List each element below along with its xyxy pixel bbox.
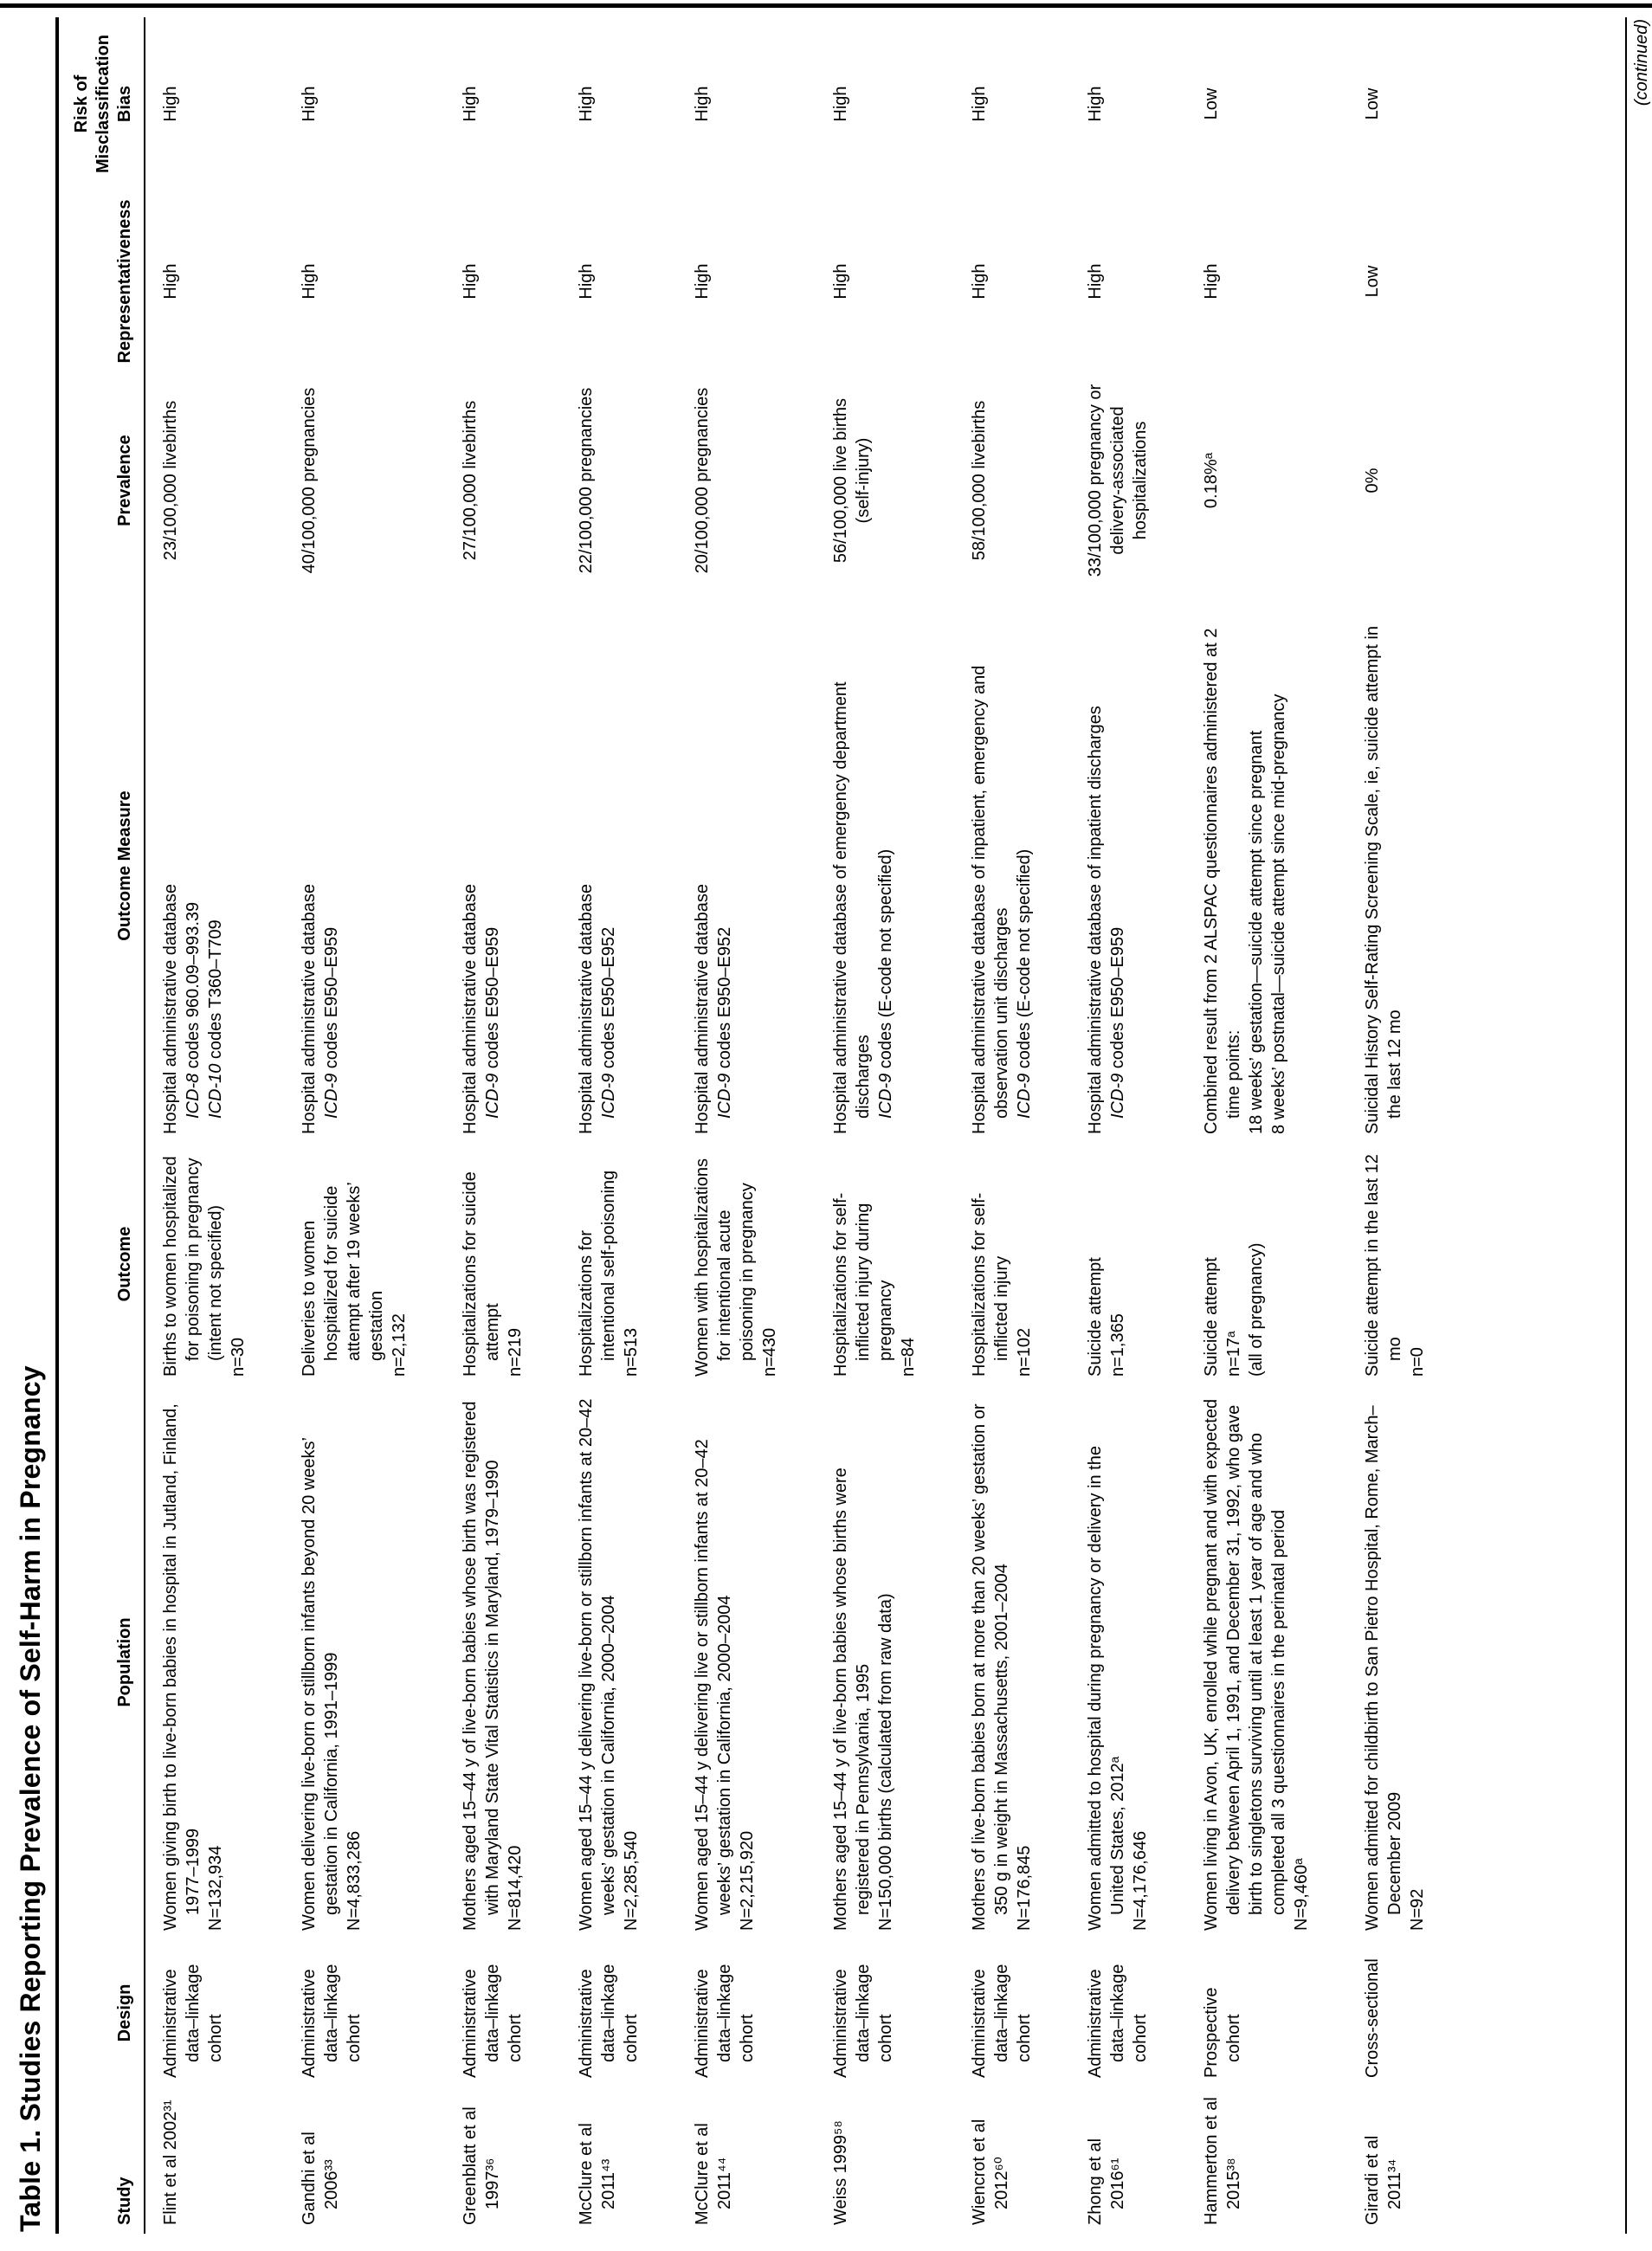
cell-outcome — [1186, 1143, 1347, 1385]
cell-text: Low — [1202, 87, 1221, 120]
cell-text: Combined result from 2 ALSPAC questionnaires administered at 2 time points: — [1202, 628, 1243, 1134]
cell-text: 22/100,000 pregnancies — [577, 387, 596, 574]
cell-text: Hospital administrative database of inpatient discharges — [1086, 706, 1105, 1134]
cell-text: N=2,285,540 — [622, 1830, 641, 1931]
cell-text: ICD-9 codes E950–E952 — [715, 926, 734, 1119]
cell-text: n=17ᵃ — [1224, 1331, 1243, 1377]
cell-prevalence — [816, 372, 954, 589]
cell-text: Girardi et al 2011³⁴ — [1363, 2135, 1404, 2225]
cell-text: Hospitalizations for intentional self-poisoning — [577, 1170, 618, 1377]
cell-text: Women aged 15–44 y delivering live or stillborn infants at 20–42 weeks’ gestation in California, 2000–2004 — [693, 1439, 734, 1931]
cell-text: n=513 — [622, 1327, 641, 1377]
table-row — [954, 17, 1070, 2234]
cell-design — [1347, 1939, 1463, 2087]
cell-study — [677, 2087, 816, 2234]
cell-representativeness — [561, 190, 677, 372]
cell-risk — [1347, 17, 1463, 190]
cell-text: ICD-9 codes E950–E959 — [483, 926, 502, 1119]
cell-text: Hospital administrative database — [577, 883, 596, 1134]
cell-study — [1347, 2087, 1463, 2234]
cell-text: Hospital administrative database — [461, 883, 480, 1134]
cell-text: Women aged 15–44 y delivering live-born or stillborn infants at 20–42 weeks’ gestation in California, 2000–2004 — [577, 1398, 618, 1931]
cell-outcome — [445, 1143, 561, 1385]
cell-text: 0% — [1363, 468, 1382, 493]
cell-population — [284, 1385, 445, 1939]
cell-text: Administrative data–linkage cohort — [693, 1964, 757, 2078]
cell-text: Suicidal History Self-Rating Screening Scale, ie, suicide attempt in the last 12 mo — [1363, 626, 1404, 1134]
cell-population — [1347, 1385, 1463, 1939]
cell-text: Hospitalizations for self-inflicted injury — [970, 1192, 1011, 1377]
cell-text: n=2,132 — [390, 1313, 409, 1377]
cell-text: High — [300, 86, 319, 122]
cell-text: n=0 — [1408, 1347, 1427, 1377]
table-row — [1347, 17, 1463, 2234]
cell-text: Mothers of live-born babies born at more than 20 weeks’ gestation or 350 g in weight in Massachusetts, 2001–2004 — [970, 1403, 1011, 1931]
cell-text: High — [970, 263, 989, 300]
cell-text: N=9,460ᵃ — [1292, 1858, 1311, 1931]
cell-prevalence — [445, 372, 561, 589]
cell-study — [816, 2087, 954, 2234]
cell-outcome-measure — [954, 589, 1070, 1143]
cell-text: ICD-9 codes E950–E959 — [322, 926, 341, 1119]
cell-risk — [1070, 17, 1186, 190]
cell-design — [145, 1939, 284, 2087]
studies-table — [59, 17, 1463, 2234]
cell-population — [445, 1385, 561, 1939]
column-header-population: Population — [59, 1385, 145, 1939]
cell-prevalence — [1347, 372, 1463, 589]
cell-text: High — [1086, 86, 1105, 122]
cell-text: N=92 — [1408, 1888, 1427, 1931]
cell-text: Zhong et al 2016⁶¹ — [1086, 2138, 1127, 2225]
cell-text: Suicide attempt — [1202, 1257, 1221, 1377]
table-row — [561, 17, 677, 2234]
cell-risk — [145, 17, 284, 190]
cell-text: Wiencrot et al 2012⁶⁰ — [970, 2119, 1011, 2225]
cell-text: n=84 — [899, 1337, 918, 1377]
cell-text: High — [461, 86, 480, 122]
cell-risk — [677, 17, 816, 190]
cell-text: n=430 — [760, 1327, 779, 1377]
cell-text: ICD-9 codes E950–E952 — [599, 926, 618, 1119]
table-row — [145, 17, 284, 2234]
cell-text: Women admitted for childbirth to San Pietro Hospital, Rome, March–December 2009 — [1363, 1405, 1404, 1931]
cell-text: Greenblatt et al 1997³⁶ — [461, 2106, 502, 2225]
cell-text: n=102 — [1015, 1327, 1034, 1377]
cell-design — [954, 1939, 1070, 2087]
table-spacer — [1463, 17, 1625, 2234]
cell-text: Administrative data–linkage cohort — [831, 1964, 895, 2078]
cell-text: Deliveries to women hospitalized for suicide attempt after 19 weeks’ gestation — [300, 1182, 386, 1377]
table-header — [59, 17, 145, 2234]
cell-text: Suicide attempt in the last 12 mo — [1363, 1154, 1404, 1377]
table-row — [1070, 17, 1186, 2234]
cell-prevalence — [145, 372, 284, 589]
cell-prevalence — [677, 372, 816, 589]
cell-text: N=814,420 — [506, 1845, 525, 1931]
cell-text: Hammerton et al 2015³⁸ — [1202, 2097, 1243, 2225]
table-row — [816, 17, 954, 2234]
cell-text: N=2,215,920 — [738, 1830, 757, 1931]
cell-study — [561, 2087, 677, 2234]
cell-text: 33/100,000 pregnancy or delivery-associated hospitalizations — [1086, 384, 1150, 577]
cell-text: High — [161, 263, 180, 300]
cell-text: 40/100,000 pregnancies — [300, 387, 319, 574]
cell-design — [677, 1939, 816, 2087]
cell-text: Hospital administrative database — [300, 883, 319, 1134]
cell-study — [145, 2087, 284, 2234]
cell-text: 18 weeks’ gestation—suicide attempt since pregnant — [1247, 730, 1266, 1134]
cell-design — [561, 1939, 677, 2087]
cell-text: Administrative data–linkage cohort — [300, 1964, 364, 2078]
cell-outcome-measure — [561, 589, 677, 1143]
cell-text: N=150,000 births (calculated from raw data) — [876, 1593, 895, 1931]
cell-text: Gandhi et al 2006³³ — [300, 2132, 341, 2225]
cell-risk — [561, 17, 677, 190]
cell-outcome-measure — [1070, 589, 1186, 1143]
cell-design — [1070, 1939, 1186, 2087]
cell-text: 23/100,000 livebirths — [161, 400, 180, 561]
cell-representativeness — [677, 190, 816, 372]
cell-outcome-measure — [816, 589, 954, 1143]
cell-text: Births to women hospitalized for poisoning in pregnancy (intent not specified) — [161, 1156, 225, 1377]
cell-text: Mothers aged 15–44 y of live-born babies whose births were registered in Pennsylvania, 1995 — [831, 1467, 873, 1931]
table-row — [284, 17, 445, 2234]
cell-text: 20/100,000 pregnancies — [693, 387, 712, 574]
cell-outcome — [284, 1143, 445, 1385]
cell-text: Administrative data–linkage cohort — [577, 1964, 641, 2078]
cell-representativeness — [954, 190, 1070, 372]
cell-outcome — [954, 1143, 1070, 1385]
cell-population — [561, 1385, 677, 1939]
cell-text: 27/100,000 livebirths — [461, 400, 480, 561]
cell-text: Hospitalizations for suicide attempt — [461, 1171, 502, 1377]
cell-text: Administrative data–linkage cohort — [1086, 1964, 1150, 2078]
cell-risk — [954, 17, 1070, 190]
cell-prevalence — [954, 372, 1070, 589]
cell-representativeness — [1070, 190, 1186, 372]
cell-risk — [445, 17, 561, 190]
cell-population — [145, 1385, 284, 1939]
cell-text: (all of pregnancy) — [1247, 1242, 1266, 1377]
cell-outcome-measure — [145, 589, 284, 1143]
cell-text: High — [577, 263, 596, 300]
cell-risk — [816, 17, 954, 190]
cell-representativeness — [445, 190, 561, 372]
cell-risk — [284, 17, 445, 190]
cell-text: High — [831, 263, 850, 300]
cell-population — [1070, 1385, 1186, 1939]
cell-text: Women with hospitalizations for intentional acute poisoning in pregnancy — [693, 1158, 757, 1377]
cell-text: 0.18%ᵃ — [1202, 452, 1221, 509]
cell-text: High — [970, 86, 989, 122]
cell-study — [1186, 2087, 1347, 2234]
cell-text: Weiss 1999⁵⁸ — [831, 2120, 850, 2225]
cell-representativeness — [284, 190, 445, 372]
table-body — [145, 17, 1463, 2234]
cell-population — [1186, 1385, 1347, 1939]
column-header-risk: Risk of Misclassification Bias — [59, 17, 145, 190]
table-title: Table 1. Studies Reporting Prevalence of Self-Harm in Pregnancy — [15, 1365, 46, 2232]
cell-text: High — [1086, 263, 1105, 300]
cell-representativeness — [1186, 190, 1347, 372]
cell-text: 8 weeks’ postnatal—suicide attempt since mid-pregnancy — [1269, 693, 1288, 1134]
page-top-rule — [0, 3, 1652, 8]
cell-outcome-measure — [1186, 589, 1347, 1143]
cell-text: Women living in Avon, UK, enrolled while pregnant and with expected delivery between April 1, 1991, and December 31, 1992, who gave birth to singletons surviving until at least 1 year of age and who completed all 3 questionnaires in the perinatal period — [1202, 1398, 1288, 1931]
cell-outcome-measure — [1347, 589, 1463, 1143]
cell-text: 56/100,000 live births — [831, 397, 850, 564]
cell-outcome — [677, 1143, 816, 1385]
cell-design — [284, 1939, 445, 2087]
table-row — [445, 17, 561, 2234]
cell-outcome — [1347, 1143, 1463, 1385]
cell-text: Hospital administrative database — [161, 883, 180, 1134]
cell-text: n=1,365 — [1108, 1313, 1127, 1377]
cell-design — [816, 1939, 954, 2087]
cell-text: Hospital administrative database of inpatient, emergency and observation unit discharges — [970, 665, 1011, 1134]
table-row — [677, 17, 816, 2234]
column-header-design: Design — [59, 1939, 145, 2087]
cell-text: Administrative data–linkage cohort — [461, 1964, 525, 2078]
cell-text: ICD-9 codes (E-code not specified) — [1015, 848, 1034, 1119]
column-header-outcome: Outcome — [59, 1143, 145, 1385]
cell-text: High — [831, 86, 850, 122]
cell-text: Suicide attempt — [1086, 1257, 1105, 1377]
cell-text: High — [300, 263, 319, 300]
cell-text: Women delivering live-born or stillborn infants beyond 20 weeks’ gestation in California, 1991–1999 — [300, 1437, 341, 1931]
cell-study — [1070, 2087, 1186, 2234]
cell-text: McClure et al 2011⁴⁴ — [693, 2123, 734, 2225]
cell-representativeness — [1347, 190, 1463, 372]
cell-text: n=219 — [506, 1327, 525, 1377]
cell-representativeness — [816, 190, 954, 372]
cell-text: Low — [1363, 87, 1382, 120]
cell-text: N=4,833,286 — [345, 1830, 364, 1931]
cell-population — [677, 1385, 816, 1939]
cell-text: ICD-9 codes E950–E959 — [1108, 926, 1127, 1119]
cell-representativeness — [145, 190, 284, 372]
cell-text: High — [461, 263, 480, 300]
cell-outcome-measure — [284, 589, 445, 1143]
cell-text: High — [693, 86, 712, 122]
cell-study — [954, 2087, 1070, 2234]
cell-prevalence — [284, 372, 445, 589]
cell-outcome-measure — [445, 589, 561, 1143]
cell-prevalence — [561, 372, 677, 589]
cell-text: Prospective cohort — [1202, 1987, 1243, 2078]
cell-text: N=176,845 — [1015, 1845, 1034, 1931]
header-row — [59, 17, 145, 2234]
continued-note: (continued) — [1632, 19, 1651, 106]
cell-risk — [1186, 17, 1347, 190]
cell-text: ICD-9 codes (E-code not specified) — [876, 848, 895, 1119]
cell-text: ICD-10 codes T360–T709 — [206, 919, 225, 1119]
cell-text: High — [161, 86, 180, 122]
cell-text: High — [1202, 263, 1221, 300]
cell-prevalence — [1070, 372, 1186, 589]
cell-text: (self-injury) — [854, 437, 873, 524]
cell-text: Hospital administrative database — [693, 883, 712, 1134]
cell-text: High — [577, 86, 596, 122]
cell-text: N=4,176,646 — [1131, 1830, 1150, 1931]
cell-outcome — [816, 1143, 954, 1385]
cell-text: Women giving birth to live-born babies in hospital in Jutland, Finland, 1977–1999 — [161, 1403, 203, 1931]
cell-outcome — [1070, 1143, 1186, 1385]
cell-outcome — [145, 1143, 284, 1385]
cell-text: High — [693, 263, 712, 300]
cell-text: Administrative data–linkage cohort — [970, 1964, 1034, 2078]
cell-population — [816, 1385, 954, 1939]
column-header-study: Study — [59, 2087, 145, 2234]
column-header-representativeness: Representativeness — [59, 190, 145, 372]
cell-text: Mothers aged 15–44 y of live-born babies whose birth was registered with Maryland State Vital Statistics in Maryland, 1979–1990 — [461, 1401, 502, 1931]
table-row — [1186, 17, 1347, 2234]
cell-outcome — [561, 1143, 677, 1385]
column-header-outcome-measure: Outcome Measure — [59, 589, 145, 1143]
cell-text: N=132,934 — [206, 1845, 225, 1931]
cell-study — [284, 2087, 445, 2234]
cell-text: Hospital administrative database of emergency department discharges — [831, 681, 873, 1134]
cell-design — [445, 1939, 561, 2087]
cell-prevalence — [1186, 372, 1347, 589]
cell-text: Cross-sectional — [1363, 1958, 1382, 2078]
cell-text: Flint et al 2002³¹ — [161, 2099, 180, 2225]
column-header-prevalence: Prevalence — [59, 372, 145, 589]
cell-text: ICD-8 codes 960.09–993.39 — [184, 901, 203, 1119]
cell-text: McClure et al 2011⁴³ — [577, 2123, 618, 2225]
cell-study — [445, 2087, 561, 2234]
cell-text: Women admitted to hospital during pregnancy or delivery in the United States, 2012ᵃ — [1086, 1446, 1127, 1931]
cell-design — [1186, 1939, 1347, 2087]
cell-text: Hospitalizations for self-inflicted injury during pregnancy — [831, 1192, 895, 1377]
cell-population — [954, 1385, 1070, 1939]
cell-outcome-measure — [677, 589, 816, 1143]
cell-text: n=30 — [229, 1337, 248, 1377]
cell-text: Administrative data–linkage cohort — [161, 1964, 225, 2078]
cell-text: 58/100,000 livebirths — [970, 400, 989, 561]
cell-text: Low — [1363, 265, 1382, 298]
